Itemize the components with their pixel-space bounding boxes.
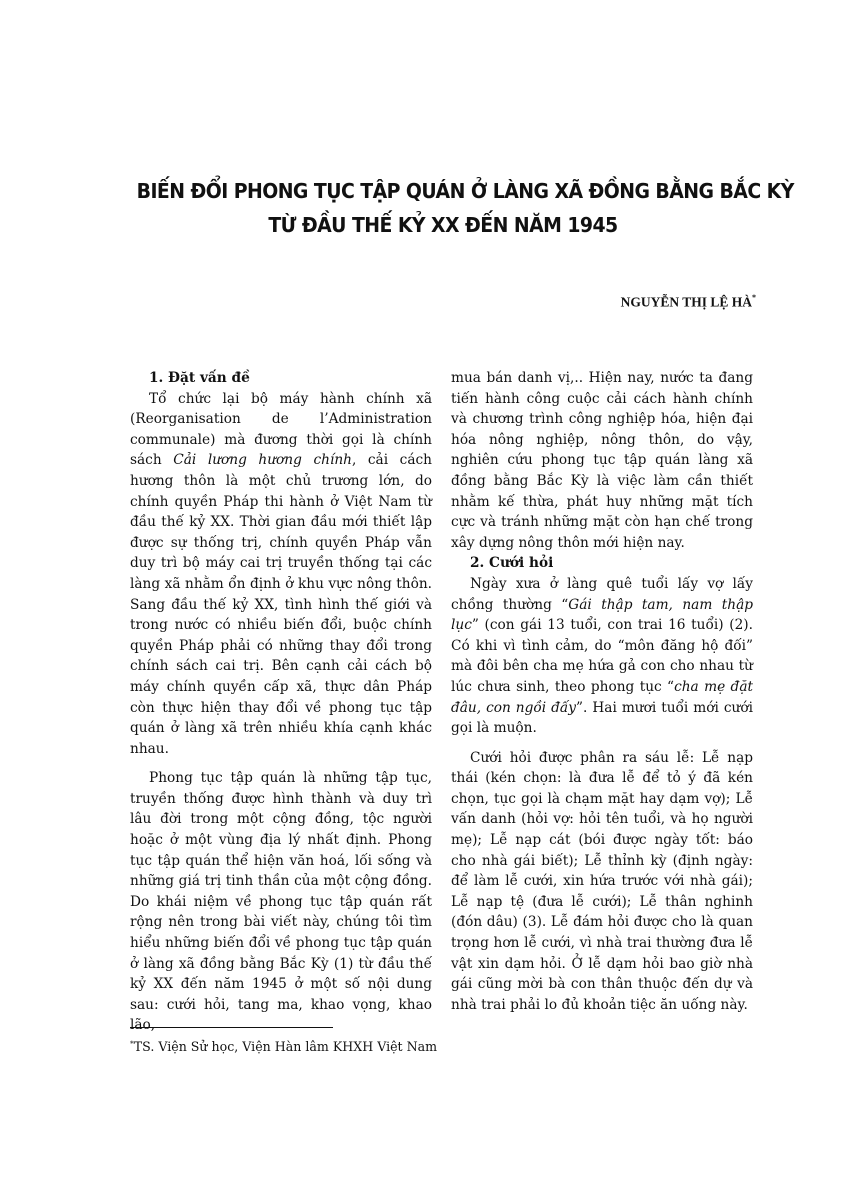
- paragraph-4-text-b: ” (con gái 13 tuổi, con trai 16 tuổi) (2). Có khi vì tình cảm, do “môn đăng hộ đối” mà đôi bên cha mẹ hứa gả con cho nhau từ lúc chưa sinh, theo phong tục “: [451, 617, 753, 695]
- author-footnote-mark: *: [752, 293, 756, 302]
- footnote: [130, 1039, 437, 1054]
- paragraph-1-text-a: Tổ chức lại bộ máy hành chính xã (Reorganisation de l’Administration communale) mà đương thời gọi là chính sách: [130, 390, 432, 469]
- paragraph-1-text-b: , cải cách hương thôn là một chủ trương lớn, do chính quyền Pháp thi hành ở Việt Nam từ đầu thế kỷ XX. Thời gian đầu mới thiết lập được sự thống trị, chính quyền Pháp vẫn duy trì bộ máy cai trị truyền thống tại các làng xã nhằm ổn định ở khu vực nông thôn. Sang đầu thế kỷ XX, tình hình thế giới và trong nước có nhiều biến đổi, buộc chính quyền Pháp phải có những thay đổi trong chính sách cai trị. Bên cạnh cải cách bộ máy chính quyền cấp xã, thực dân Pháp còn thực hiện thay đổi về phong tục tập quán ở làng xã trên nhiều khía cạnh khác nhau.: [130, 452, 432, 757]
- right-column: [451, 368, 753, 1015]
- paragraph-5: Cưới hỏi được phân ra sáu lễ: Lễ nạp thái (kén chọn: là đưa lễ để tỏ ý đã kén chọn, tục gọi là chạm mặt hay dạm vợ); Lễ vấn danh (hỏi vợ: hỏi tên tuổi, và họ người mẹ); Lễ nạp cát (bói được ngày tốt: báo cho nhà gái biết); Lễ thỉnh kỳ (định ngày: để làm lễ cưới, xin hứa trước với nhà gái); Lễ nạp tệ (đưa lễ cưới); Lễ thân nghinh (đón dâu) (3). Lễ đám hỏi được cho là quan trọng hơn lễ cưới, vì nhà trai thường đưa lễ vật xin dạm hỏi. Ở lễ dạm hỏi bao giờ nhà gái cũng mời bà con thân thuộc đến dự và nhà trai phải lo đủ khoản tiệc ăn uống này.: [451, 749, 753, 1013]
- paragraph-4-text-a: Ngày xưa ở làng quê tuổi lấy vợ lấy chồng thường “: [451, 575, 753, 613]
- paragraph-2: Phong tục tập quán là những tập tục, truyền thống được hình thành và duy trì lâu đời trong một cộng đồng, tộc người hoặc ở một vùng địa lý nhất định. Phong tục tập quán thể hiện văn hoá, lối sống và những giá trị tinh thần của một cộng đồng. Do khái niệm về phong tục tập quán rất rộng nên trong bài viết này, chúng tôi tìm hiểu những biến đổi về phong tục tập quán ở làng xã đồng bằng Bắc Kỳ (1) từ đầu thế kỷ XX đến năm 1945 ở một số nội dung sau: cưới hỏi, tang ma, khao vọng, khao lão,: [130, 770, 432, 1034]
- paragraph-4: [451, 574, 753, 739]
- section-heading-2: 2. Cưới hỏi: [470, 555, 554, 572]
- title-line-1: BIẾN ĐỔI PHONG TỤC TẬP QUÁN Ở LÀNG XÃ ĐỒNG BẰNG BẮC KỲ: [136, 179, 794, 203]
- footnote-rule: [130, 1027, 333, 1028]
- footnote-text: TS. Viện Sử học, Viện Hàn lâm KHXH Việt Nam: [133, 1039, 438, 1055]
- paragraph-4-italic-1: Gái thập tam, nam thập lục: [451, 596, 753, 634]
- article-title: [136, 174, 794, 242]
- title-line-2: TỪ ĐẦU THẾ KỶ XX ĐẾN NĂM 1945: [268, 213, 618, 237]
- paragraph-4-italic-2: cha mẹ đặt đâu, con ngồi đấy: [451, 678, 753, 716]
- paragraph-4-text-c: ”. Hai mươi tuổi mới cưới gọi là muộn.: [451, 699, 753, 737]
- author-text: NGUYỄN THỊ LỆ HÀ: [620, 294, 752, 310]
- section-heading-1: 1. Đặt vấn đề: [149, 370, 250, 386]
- left-column: [130, 368, 432, 1036]
- paragraph-1: [130, 389, 432, 760]
- paragraph-1-italic: Cải lương hương chính: [173, 452, 352, 469]
- author-name: [621, 294, 756, 311]
- footnote-mark: *: [130, 1039, 134, 1048]
- paragraph-3: mua bán danh vị,.. Hiện nay, nước ta đang tiến hành công cuộc cải cách hành chính và chương trình công nghiệp hóa, hiện đại hóa nông nghiệp, nông thôn, do vậy, nghiên cứu phong tục tập quán làng xã đồng bằng Bắc Kỳ là việc làm cần thiết nhằm kế thừa, phát huy những mặt tích cực và tránh những mặt còn hạn chế trong xây dựng nông thôn mới hiện nay.: [451, 370, 753, 551]
